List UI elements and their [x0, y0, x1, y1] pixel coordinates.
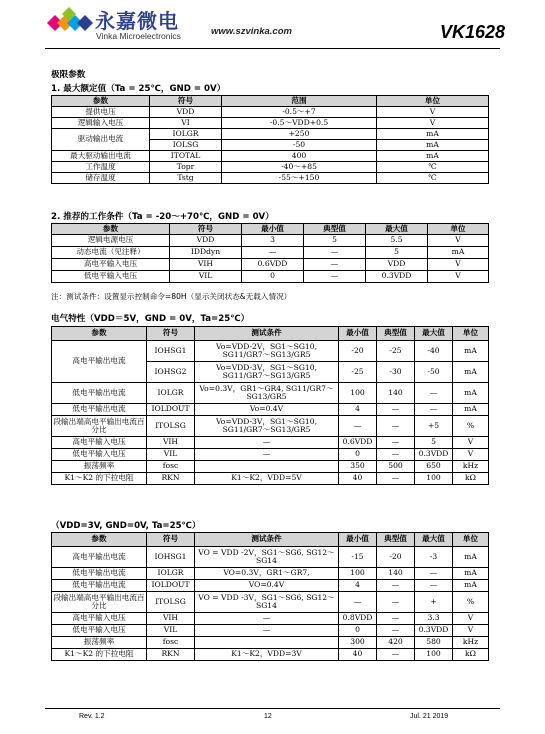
table-cell: 650 [415, 461, 453, 473]
table-cell: VIL [147, 625, 195, 637]
table-cell: 提供电压 [52, 107, 150, 118]
table-cell: VDD [170, 235, 242, 247]
table-cell: IOHSG1 [147, 341, 195, 362]
table-cell: 0.6VDD [242, 259, 304, 271]
website-url: www.szvinka.com [211, 26, 292, 37]
column-header: 典型值 [377, 327, 415, 341]
table-cell: -15 [339, 547, 377, 568]
table-cell: — [415, 568, 453, 580]
table-cell: 低电平输入电压 [52, 449, 147, 461]
table-cell: -50 [415, 362, 453, 383]
column-header: 最大值 [415, 533, 453, 547]
table-cell: — [377, 416, 415, 437]
table-cell: 0.3VDD [415, 449, 453, 461]
footer-revision: Rev. 1.2 [79, 713, 105, 720]
table-row [52, 173, 489, 184]
column-header: 单位 [428, 224, 489, 235]
table-cell: 40 [339, 649, 377, 661]
table-cell: Topr [150, 162, 222, 173]
table-row [52, 416, 489, 437]
table-cell: VIH [147, 437, 195, 449]
header-row [52, 533, 489, 547]
header-divider [45, 48, 500, 49]
table-cell: 100 [415, 473, 453, 485]
table-cell: IOLSG [150, 140, 222, 151]
table-cell: — [377, 404, 415, 416]
table-cell: — [415, 404, 453, 416]
table-row [52, 461, 489, 473]
operating-conditions-table [51, 223, 489, 283]
table-cell: 高电平输入电压 [52, 437, 147, 449]
table-cell: — [377, 580, 415, 592]
table-cell: 低电平输入电压 [52, 271, 170, 283]
table-cell: IOLGR [150, 129, 222, 140]
table-cell: mA [453, 383, 489, 404]
table-cell: -30 [377, 362, 415, 383]
table-cell: ℃ [377, 162, 489, 173]
table-cell: V [377, 118, 489, 129]
column-header: 最小值 [242, 224, 304, 235]
table-row [52, 118, 489, 129]
column-header: 测试条件 [195, 327, 339, 341]
table-row [52, 625, 489, 637]
table-cell: +5 [415, 416, 453, 437]
table-cell: mA [377, 151, 489, 162]
table-cell: Vo=0.3V，GR1～GR4, SG11/GR7～SG13/GR5 [195, 383, 339, 404]
table-cell: VO = VDD -3V，SG1～SG6, SG12～SG14 [195, 592, 339, 613]
column-header: 符号 [147, 533, 195, 547]
table-row [52, 151, 489, 162]
column-header: 参数 [52, 533, 147, 547]
table-cell: -20 [377, 547, 415, 568]
column-header: 最小值 [339, 533, 377, 547]
column-header: 最小值 [339, 327, 377, 341]
table-row [52, 437, 489, 449]
table-cell: — [377, 449, 415, 461]
table-cell: VDD [150, 107, 222, 118]
table-cell: mA [377, 129, 489, 140]
table-row [52, 613, 489, 625]
table-cell: mA [453, 341, 489, 362]
table-cell: -25 [377, 341, 415, 362]
table-cell: 100 [339, 568, 377, 580]
table-row [52, 247, 489, 259]
table-cell: mA [453, 580, 489, 592]
table-cell: VI [150, 118, 222, 129]
table-row [52, 383, 489, 404]
table-cell: mA [453, 362, 489, 383]
column-header: 单位 [453, 327, 489, 341]
table-cell: RKN [147, 473, 195, 485]
header-row [52, 96, 489, 107]
table-row [52, 162, 489, 173]
model-number: VK1628 [439, 22, 505, 42]
table-cell: IOHSG1 [147, 547, 195, 568]
table-cell: -50 [222, 140, 377, 151]
table-row [52, 107, 489, 118]
table-cell: VIL [170, 271, 242, 283]
table-cell: VIL [147, 449, 195, 461]
table-cell: V [377, 107, 489, 118]
table-cell: — [304, 247, 366, 259]
electrical-5v-table [51, 326, 489, 485]
table-cell: -55～+150 [222, 173, 377, 184]
table-cell: IDDdyn [170, 247, 242, 259]
table-cell: +250 [222, 129, 377, 140]
table-cell: kHz [453, 637, 489, 649]
table-row [52, 649, 489, 661]
table-cell: VO=0.4V [195, 580, 339, 592]
table-cell: 4 [339, 404, 377, 416]
table-cell: — [242, 247, 304, 259]
column-header: 典型值 [304, 224, 366, 235]
table-cell: 420 [377, 637, 415, 649]
table-row [52, 129, 489, 140]
table-cell: ITOLSG [147, 416, 195, 437]
table-cell: 0.8VDD [339, 613, 377, 625]
table-cell: fosc [147, 461, 195, 473]
table-cell: mA [428, 247, 489, 259]
table-cell: -0.5～VDD+0.5 [222, 118, 377, 129]
table-cell: 5.5 [366, 235, 428, 247]
table-row [52, 580, 489, 592]
table-cell: — [377, 437, 415, 449]
table-row [52, 547, 489, 568]
column-header: 符号 [170, 224, 242, 235]
table-cell: 高电平输出电流 [52, 341, 147, 383]
column-header: 最大值 [415, 327, 453, 341]
table-cell: K1～K2 的下拉电阻 [52, 473, 147, 485]
table-cell: VIH [170, 259, 242, 271]
table2-note: 注：测试条件：设置显示控制命令=80H（显示关闭状态&无载入情况） [51, 292, 292, 301]
column-header: 范围 [222, 96, 377, 107]
column-header: 典型值 [377, 533, 415, 547]
max-ratings-table [51, 95, 489, 184]
table-cell: 逻辑输入电压 [52, 118, 150, 129]
table-cell: mA [377, 140, 489, 151]
table-cell: 0.3VDD [415, 625, 453, 637]
table-cell: 振荡频率 [52, 461, 147, 473]
table-cell: 140 [377, 383, 415, 404]
table-cell: — [195, 625, 339, 637]
table-cell: — [415, 580, 453, 592]
table-cell: 高电平输出电流 [52, 547, 147, 568]
table-cell: VDD [366, 259, 428, 271]
table-cell: Tstg [150, 173, 222, 184]
table-cell: 0.3VDD [366, 271, 428, 283]
table-cell: 逻辑电源电压 [52, 235, 170, 247]
table1-title: 1. 最大额定值（Ta = 25℃，GND = 0V） [51, 84, 226, 94]
table-cell: — [304, 259, 366, 271]
table-cell: % [453, 592, 489, 613]
header-row [52, 327, 489, 341]
table-cell: Vo=0.4V [195, 404, 339, 416]
column-header: 参数 [52, 327, 147, 341]
table-cell: — [377, 473, 415, 485]
table-cell: K1～K2 的下拉电阻 [52, 649, 147, 661]
column-header: 最大值 [366, 224, 428, 235]
table-cell: 高电平输入电压 [52, 259, 170, 271]
table-cell: IOLGR [147, 568, 195, 580]
table-cell: 0 [242, 271, 304, 283]
table-row [52, 404, 489, 416]
table-cell: — [377, 625, 415, 637]
table-cell: — [377, 613, 415, 625]
table-cell: 低电平输入电压 [52, 625, 147, 637]
table-cell: mA [453, 568, 489, 580]
table-cell: 500 [377, 461, 415, 473]
table4-title: （VDD=3V, GND=0V, Ta=25℃） [51, 521, 201, 531]
brand-name-en: Vinka Microelectronics [96, 31, 181, 41]
table-row [52, 271, 489, 283]
table-cell: — [339, 416, 377, 437]
table-cell: fosc [147, 637, 195, 649]
table-cell: IOHSG2 [147, 362, 195, 383]
table-cell: 0 [339, 625, 377, 637]
table-cell: 驱动输出电流 [52, 129, 150, 151]
table-row [52, 449, 489, 461]
table-cell: 300 [339, 637, 377, 649]
footer-divider [45, 708, 500, 709]
table-cell: 5 [304, 235, 366, 247]
table-row [52, 592, 489, 613]
table-row [52, 341, 489, 362]
vinka-logo-icon [45, 6, 93, 40]
table-cell: 段输出端高电平输出电流百分比 [52, 416, 147, 437]
table-cell: 低电平输出电流 [52, 580, 147, 592]
table-cell: kΩ [453, 649, 489, 661]
table-cell: — [195, 437, 339, 449]
table-cell: — [195, 613, 339, 625]
table-cell: 最大驱动输出电流 [52, 151, 150, 162]
column-header: 参数 [52, 96, 150, 107]
table3-title: 电气特性（VDD＝5V，GND = 0V，Ta=25℃） [51, 314, 250, 324]
table-row [52, 568, 489, 580]
table-cell: -25 [339, 362, 377, 383]
table-cell: Vo=VDD-3V，SG1～SG10, SG11/GR7～SG13/GR5 [195, 416, 339, 437]
table-cell: K1～K2，VDD=3V [195, 649, 339, 661]
table-cell: % [453, 416, 489, 437]
footer-page-number: 12 [264, 713, 272, 720]
table-cell: -40～+85 [222, 162, 377, 173]
table-cell: 动态电流（见注释） [52, 247, 170, 259]
table-cell: 高电平输入电压 [52, 613, 147, 625]
table-cell: — [377, 592, 415, 613]
column-header: 单位 [453, 533, 489, 547]
table-cell: 0 [339, 449, 377, 461]
table-cell: 580 [415, 637, 453, 649]
table-cell: mA [453, 547, 489, 568]
table-cell: IOLDOUT [147, 404, 195, 416]
table-row [52, 235, 489, 247]
table-cell: VO=0.3V，GR1～GR7, [195, 568, 339, 580]
table-cell: Vo=VDD-2V，SG1～SG10, SG11/GR7～SG13/GR5 [195, 341, 339, 362]
table-cell: V [428, 259, 489, 271]
table-cell: -0.5～+7 [222, 107, 377, 118]
section-title: 极限参数 [51, 70, 86, 80]
table-cell: 4 [339, 580, 377, 592]
column-header: 符号 [147, 327, 195, 341]
table-cell: 低电平输出电流 [52, 404, 147, 416]
table-cell: ℃ [377, 173, 489, 184]
table-cell: 段输出端高电平输出电流百分比 [52, 592, 147, 613]
table-row [52, 637, 489, 649]
table-cell: ITOTAL [150, 151, 222, 162]
table-cell: — [415, 383, 453, 404]
table-cell: kHz [453, 461, 489, 473]
table-cell: IOLGR [147, 383, 195, 404]
table-cell: kΩ [453, 473, 489, 485]
table-cell: VO = VDD -2V，SG1～SG6, SG12～SG14 [195, 547, 339, 568]
table-cell: IOLDOUT [147, 580, 195, 592]
column-header: 符号 [150, 96, 222, 107]
table-row [52, 259, 489, 271]
page-header [0, 0, 545, 58]
table-cell: Vo=VDD-3V，SG1～SG10, SG11/GR7～SG13/GR5 [195, 362, 339, 383]
table-cell: 低电平输出电流 [52, 568, 147, 580]
electrical-3v-table [51, 532, 489, 661]
table-cell: -40 [415, 341, 453, 362]
table-cell: V [453, 437, 489, 449]
table-cell: 3 [242, 235, 304, 247]
table-cell: V [453, 625, 489, 637]
table-row [52, 473, 489, 485]
table-cell: 振荡频率 [52, 637, 147, 649]
table-cell: mA [453, 404, 489, 416]
table-cell: 100 [415, 649, 453, 661]
table2-title: 2. 推荐的工作条件（Ta = -20～+70℃，GND = 0V） [51, 212, 274, 222]
table-cell: 5 [366, 247, 428, 259]
table-cell: ITOLSG [147, 592, 195, 613]
table-cell: 低电平输出电流 [52, 383, 147, 404]
table-cell: V [453, 449, 489, 461]
table-cell: RKN [147, 649, 195, 661]
table-cell: — [304, 271, 366, 283]
table-cell: 工作温度 [52, 162, 150, 173]
table-cell: + [415, 592, 453, 613]
column-header: 参数 [52, 224, 170, 235]
table-cell [195, 637, 339, 649]
table-cell: V [428, 271, 489, 283]
table-cell: — [339, 592, 377, 613]
brand-name-cn: 永嘉微电 [95, 9, 179, 33]
header-row [52, 224, 489, 235]
table-cell: 140 [377, 568, 415, 580]
table-cell: 40 [339, 473, 377, 485]
footer-date: Jul. 21 2019 [410, 713, 449, 720]
table-cell: VIH [147, 613, 195, 625]
table-cell: -3 [415, 547, 453, 568]
table-cell: 400 [222, 151, 377, 162]
table-cell: — [195, 449, 339, 461]
table-cell: 储存温度 [52, 173, 150, 184]
table-cell: V [428, 235, 489, 247]
table-cell: 3.3 [415, 613, 453, 625]
table-cell: K1～K2，VDD=5V [195, 473, 339, 485]
column-header: 单位 [377, 96, 489, 107]
column-header: 测试条件 [195, 533, 339, 547]
table-cell: 350 [339, 461, 377, 473]
table-cell: 5 [415, 437, 453, 449]
table-cell: V [453, 613, 489, 625]
table-cell: 100 [339, 383, 377, 404]
table-cell: -20 [339, 341, 377, 362]
table-cell [195, 461, 339, 473]
table-cell: — [377, 649, 415, 661]
table-cell: 0.6VDD [339, 437, 377, 449]
